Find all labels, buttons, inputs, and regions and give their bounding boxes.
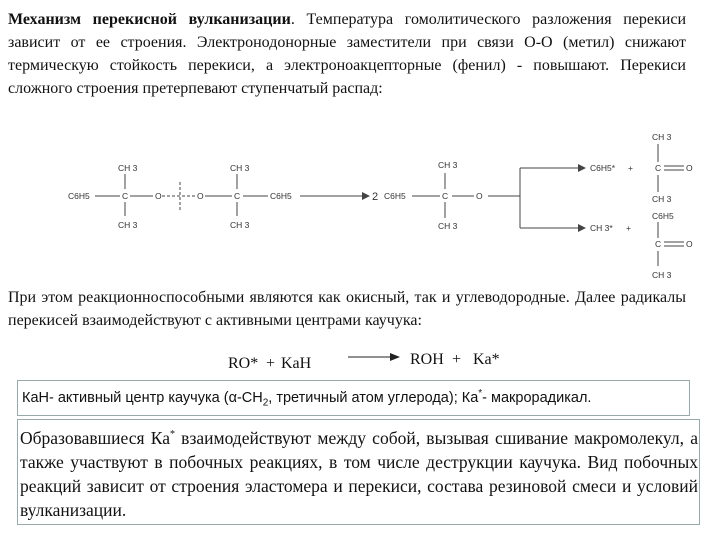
phenyl-left: C6H5 <box>68 191 90 201</box>
arrow-head <box>362 192 370 200</box>
oxygen-radical: O <box>476 191 483 201</box>
methyl-top-product: CH 3 <box>438 160 458 170</box>
coefficient-2: 2 <box>372 191 379 203</box>
oxygen-left: O <box>155 191 162 201</box>
methyl-lower-bottom: CH 3 <box>652 270 672 280</box>
reactant-ro: RO* <box>228 355 259 372</box>
carbon-upper: C <box>655 163 662 173</box>
arrow-head <box>578 164 586 172</box>
methyl-upper-bottom: CH 3 <box>652 194 672 204</box>
radical-reaction <box>0 346 720 376</box>
methyl-radical: CH 3* <box>590 223 613 233</box>
phenyl-radical: C6H5* <box>590 163 616 173</box>
reactant-kah: KaH <box>281 355 312 372</box>
conclusion-text: Образовавшиеся Ка* взаимодействуют между собой, вызывая сшивание макромолекул, а также участвуют в побочных реакциях, в том числе деструкции каучука. Вид побочных реакций зависит от строения эластомера и перекиси, состава резиновой смеси и условий вулканизации. <box>20 427 698 520</box>
methyl-bottom-product: CH 3 <box>438 221 458 231</box>
reaction-plus-2: + <box>452 351 462 368</box>
oxygen-upper: O <box>686 163 693 173</box>
phenyl-right: C6H5 <box>270 191 292 201</box>
oxygen-lower: O <box>686 239 693 249</box>
intro-text: . Температура гомолитического разложения перекиси зависит от ее строения. Электронодонорные заместители при связи О-О (метил) снижают термическую стойкость перекиси, а электроноакцепторные (фенил) - повышают. Перекиси сложного строения претерпевают ступенчатый распад: <box>8 11 687 97</box>
carbon-left: C <box>122 191 129 201</box>
arrow-head <box>390 353 400 361</box>
carbon-right: C <box>234 191 241 201</box>
phenyl-lower-top: C6H5 <box>652 211 674 221</box>
middle-paragraph: При этом реакционноспособными являются как окисный, так и углеводородные. Далее радикалы перекисей взаимодействуют с активными центрами каучука: <box>8 289 686 329</box>
methyl-top-right: CH 3 <box>230 163 250 173</box>
reaction-plus-1: + <box>266 355 276 372</box>
plus-lower: + <box>626 223 631 233</box>
conclusion-box <box>17 419 700 525</box>
carbon-product: C <box>442 191 449 201</box>
plus-upper: + <box>628 163 633 173</box>
carbon-lower: C <box>655 239 662 249</box>
intro-title: Механизм перекисной вулканизации <box>8 11 291 28</box>
oxygen-right: O <box>197 191 204 201</box>
definition-box <box>17 380 690 416</box>
alpha-symbol: α <box>228 389 237 406</box>
methyl-top-left: CH 3 <box>118 163 138 173</box>
product-roh: ROH <box>410 351 444 368</box>
definition-text: КаН- активный центр каучука ($\alpha-CH_2$, третичный атом углерода); Ка*- макрорадикал. <box>22 388 592 409</box>
phenyl-product: C6H5 <box>384 191 406 201</box>
product-ka: Ka* <box>473 351 500 368</box>
arrow-head <box>578 224 586 232</box>
methyl-bottom-right: CH 3 <box>230 220 250 230</box>
methyl-bottom-left: CH 3 <box>118 220 138 230</box>
methyl-upper-top: CH 3 <box>652 132 672 142</box>
